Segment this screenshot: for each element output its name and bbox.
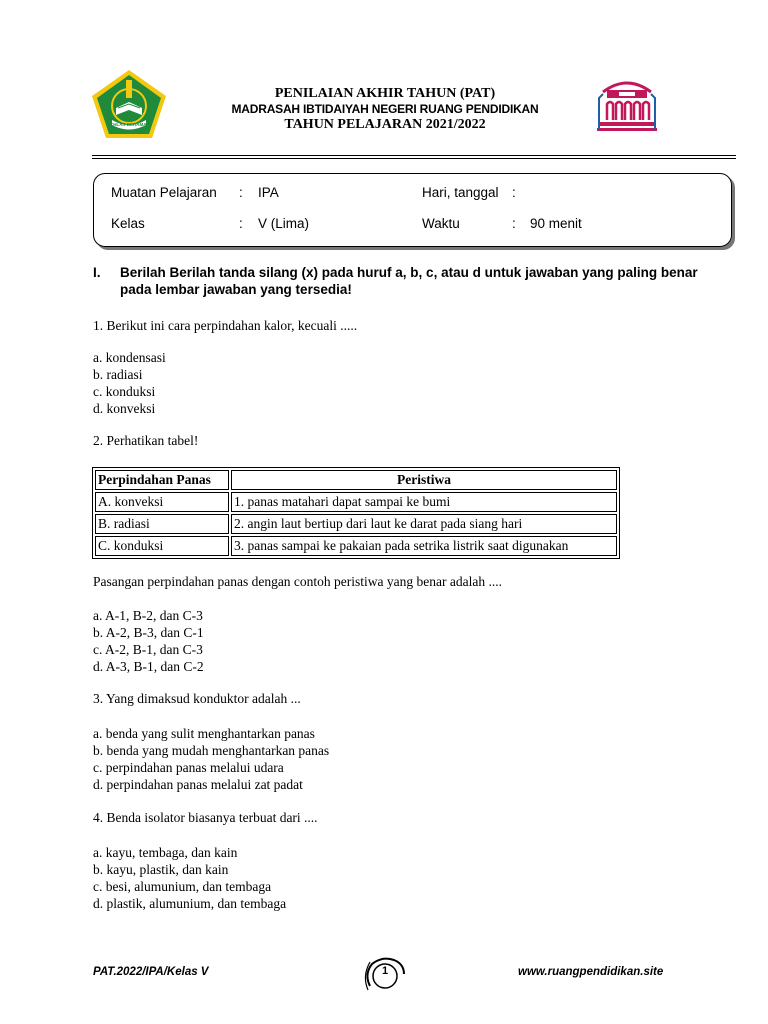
question-2-options xyxy=(93,607,204,675)
option-b: b. benda yang mudah menghantarkan panas xyxy=(93,743,330,758)
table-cell: B. radiasi xyxy=(95,514,229,534)
header-divider-top xyxy=(92,155,736,156)
option-a: a. benda yang sulit menghantarkan panas xyxy=(93,726,315,741)
option-b: b. A-2, B-3, dan C-1 xyxy=(93,625,204,640)
subject-value: IPA xyxy=(258,185,279,200)
header-title: PENILAIAN AKHIR TAHUN (PAT) xyxy=(274,86,496,101)
school-building-logo xyxy=(595,72,659,136)
option-c: c. perpindahan panas melalui udara xyxy=(93,760,284,775)
option-a: a. kondensasi xyxy=(93,350,166,365)
madrasah-emblem-logo xyxy=(90,68,168,140)
class-value: V (Lima) xyxy=(258,216,310,231)
option-c: c. besi, alumunium, dan tembaga xyxy=(93,879,272,894)
header-school-year: TAHUN PELAJARAN 2021/2022 xyxy=(284,117,486,132)
instruction-text: Berilah Berilah tanda silang (x) pada huruf a, b, c, atau d untuk jawaban yang paling benar pada lembar jawaban yang tersedia! xyxy=(120,265,698,297)
question-3-text: 3. Yang dimaksud konduktor adalah ... xyxy=(93,691,301,706)
table-header-transfer: Perpindahan Panas xyxy=(95,470,229,490)
class-label: Kelas xyxy=(111,216,145,231)
table-header-event: Peristiwa xyxy=(231,470,617,490)
class-colon: : xyxy=(239,216,243,231)
table-cell: 2. angin laut bertiup dari laut ke darat pada siang hari xyxy=(231,514,617,534)
time-label: Waktu xyxy=(422,216,460,231)
table-cell: A. konveksi xyxy=(95,492,229,512)
option-a: a. A-1, B-2, dan C-3 xyxy=(93,608,203,623)
page-number: 1 xyxy=(381,965,389,977)
table-cell: 3. panas sampai ke pakaian pada setrika listrik saat digunakan xyxy=(231,536,617,556)
option-d: d. A-3, B-1, dan C-2 xyxy=(93,659,204,674)
time-colon: : xyxy=(512,216,516,231)
question-1-options xyxy=(93,349,166,417)
question-2-prompt: Pasangan perpindahan panas dengan contoh peristiwa yang benar adalah .... xyxy=(93,574,502,589)
table-row xyxy=(95,514,617,534)
school-name-text: MADRASAH IBTIDAIYAH NEGERI RUANG PENDIDIKAN xyxy=(231,102,539,116)
time-value: 90 menit xyxy=(530,216,582,231)
option-b: b. kayu, plastik, dan kain xyxy=(93,862,229,877)
subject-label: Muatan Pelajaran xyxy=(111,185,217,200)
header-divider-bottom xyxy=(92,158,736,159)
table-row xyxy=(95,536,617,556)
subject-colon: : xyxy=(239,185,243,200)
table-row xyxy=(95,492,617,512)
question-2-text: 2. Perhatikan tabel! xyxy=(93,433,199,448)
option-c: c. konduksi xyxy=(93,384,156,399)
option-d: d. perpindahan panas melalui zat padat xyxy=(93,777,303,792)
question-4-text: 4. Benda isolator biasanya terbuat dari .... xyxy=(93,810,318,825)
header-school-name xyxy=(180,102,590,117)
table-cell: 1. panas matahari dapat sampai ke bumi xyxy=(231,492,617,512)
footer-website: www.ruangpendidikan.site xyxy=(518,966,664,978)
instruction-number: I. xyxy=(93,265,101,280)
option-d: d. plastik, alumunium, dan tembaga xyxy=(93,896,287,911)
heat-transfer-table xyxy=(92,467,620,559)
day-label: Hari, tanggal xyxy=(422,185,499,200)
svg-text:IKHLAS BERAMAL: IKHLAS BERAMAL xyxy=(108,122,150,127)
question-1-text: 1. Berikut ini cara perpindahan kalor, kecuali ..... xyxy=(93,318,358,333)
exam-info-box xyxy=(93,173,732,247)
table-header-row xyxy=(95,470,617,490)
table-cell: C. konduksi xyxy=(95,536,229,556)
option-d: d. konveksi xyxy=(93,401,156,416)
question-3-options xyxy=(93,725,329,793)
question-4-options xyxy=(93,844,286,912)
option-b: b. radiasi xyxy=(93,367,143,382)
footer-exam-code: PAT.2022/IPA/Kelas V xyxy=(93,966,209,978)
day-colon: : xyxy=(512,185,516,200)
option-c: c. A-2, B-1, dan C-3 xyxy=(93,642,203,657)
option-a: a. kayu, tembaga, dan kain xyxy=(93,845,238,860)
